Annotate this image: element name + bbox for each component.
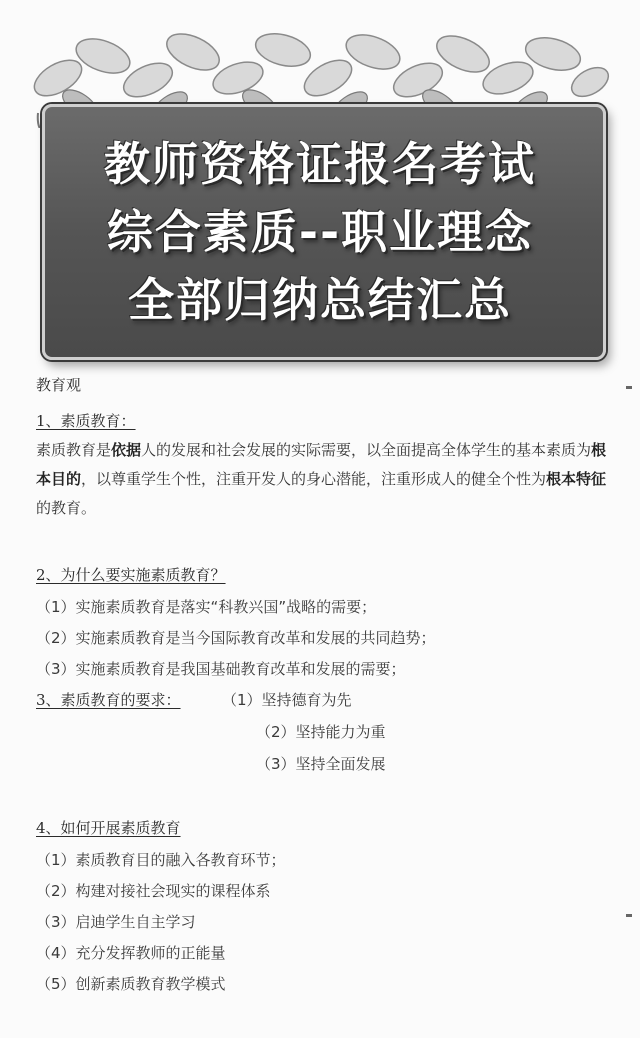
s4-item-1: （1）素质教育目的融入各教育环节； <box>36 851 286 869</box>
s1-bold-b: 根本目的 <box>36 441 607 488</box>
s4-item-4: （4）充分发挥教师的正能量 <box>36 944 226 962</box>
banner-title-line-1: 教师资格证报名考试 <box>104 137 536 191</box>
banner-title-line-3: 全部归纳总结汇总 <box>128 273 512 327</box>
s3-item-3: （3）坚持全面发展 <box>256 755 386 773</box>
s1-text-b: 人的发展和社会发展的实际需要，以全面提高全体学生的基本素质为 <box>141 441 592 459</box>
s1-paragraph <box>36 436 608 523</box>
title-banner <box>28 8 612 358</box>
scan-edge-mark <box>626 914 632 917</box>
section-label: 教育观 <box>36 376 82 394</box>
s1-bold-c: 根本特征 <box>546 470 607 488</box>
s2-item-1: （1）实施素质教育是落实“科教兴国”战略的需要； <box>36 598 377 616</box>
s4-heading: 4、如何开展素质教育 <box>36 819 181 837</box>
s4-item-5: （5）创新素质教育教学模式 <box>36 975 226 993</box>
s3-heading: 3、素质教育的要求： <box>36 691 181 709</box>
banner-title-line-2: 综合素质--职业理念 <box>106 205 534 259</box>
s1-heading: 1、素质教育： <box>36 412 136 430</box>
s2-item-3: （3）实施素质教育是我国基础教育改革和发展的需要； <box>36 660 406 678</box>
s4-item-2: （2）构建对接社会现实的课程体系 <box>36 882 271 900</box>
s3-item-1: （1）坚持德育为先 <box>222 691 352 709</box>
s2-heading: 2、为什么要实施素质教育？ <box>36 566 226 584</box>
s1-text-c: ，以尊重学生个性，注重开发人的身心潜能，注重形成人的健全个性为 <box>81 470 547 488</box>
s1-text-d: 的教育。 <box>36 499 97 517</box>
s3-item-2: （2）坚持能力为重 <box>256 723 386 741</box>
s4-item-3: （3）启迪学生自主学习 <box>36 913 196 931</box>
s1-bold-a: 依据 <box>111 441 142 459</box>
s1-text-a: 素质教育是 <box>36 441 112 459</box>
scan-edge-mark <box>626 386 632 389</box>
s2-item-2: （2）实施素质教育是当今国际教育改革和发展的共同趋势； <box>36 629 436 647</box>
